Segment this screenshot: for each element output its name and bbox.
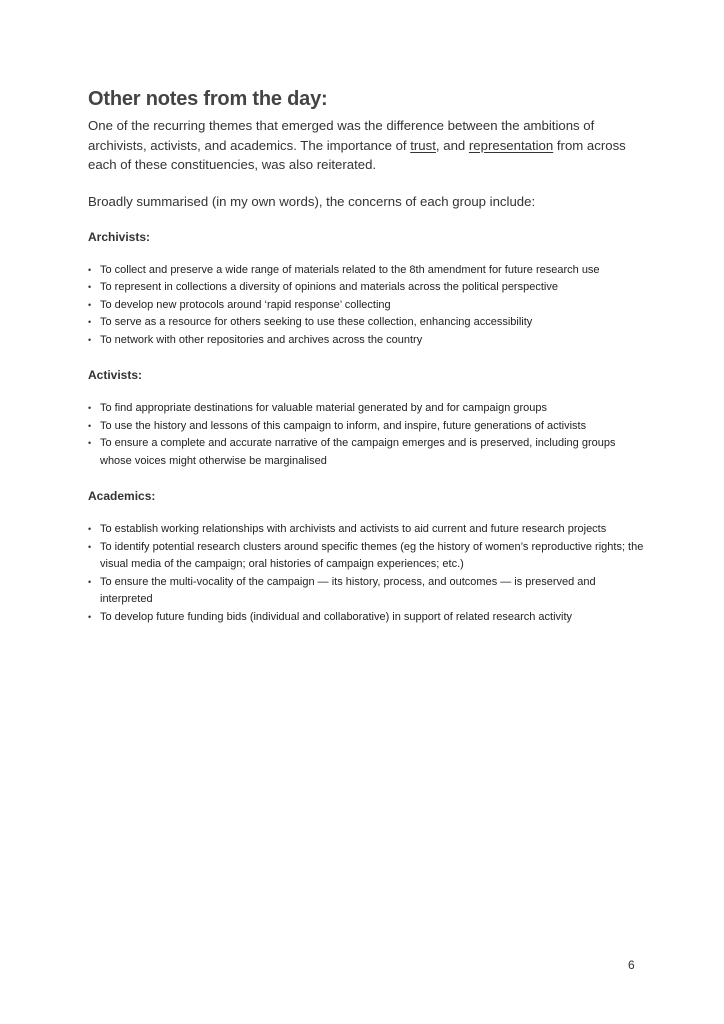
group-heading-activists: Activists: [88,368,143,382]
list-item: • To find appropriate destinations for valuable material generated by and for campaign groups [88,400,648,418]
page-number: 6 [628,958,635,972]
list-item: • To represent in collections a diversity of opinions and materials across the political perspective [88,279,648,297]
intro-paragraph [88,116,648,175]
list-item: • To serve as a resource for others seeking to use these collection, enhancing accessibility [88,314,648,332]
summary-paragraph: Broadly summarised (in my own words), the concerns of each group include: [88,193,536,209]
intro-text: , and [435,137,469,153]
list-item: • To establish working relationships with archivists and activists to aid current and future research projects [88,521,648,539]
activists-list [88,400,648,470]
intro-text: One of the recurring themes that emerged was the difference between the ambitions of archivists, activists, and academics. The importance of [88,118,595,153]
group-heading-archivists: Archivists: [88,229,151,244]
list-item: • To ensure a complete and accurate narrative of the campaign emerges and is preserved, including groups whose voices might otherwise be marginalised [88,435,648,470]
document-page [88,86,648,626]
list-item: • To develop new protocols around ‘rapid response’ collecting [88,297,648,315]
section-heading: Other notes from the day: [88,88,328,110]
archivists-list [88,262,648,350]
list-item: • To network with other repositories and archives across the country [88,332,648,350]
list-item: • To develop future funding bids (individual and collaborative) in support of related research activity [88,609,648,627]
list-item: • To collect and preserve a wide range of materials related to the 8th amendment for future research use [88,262,648,280]
intro-text: from across each of these constituencies, was also reiterated. [88,137,626,172]
representation-link[interactable]: representation [468,137,554,153]
list-item: • To ensure the multi-vocality of the campaign — its history, process, and outcomes — is preserved and interpreted [88,574,648,609]
trust-link[interactable]: trust [410,137,436,153]
group-heading-academics: Academics: [88,489,156,503]
academics-list [88,521,648,626]
list-item: • To identify potential research clusters around specific themes (eg the history of women’s reproductive rights; the visual media of the campaign; oral histories of campaign experiences; etc.) [88,539,648,574]
list-item: • To use the history and lessons of this campaign to inform, and inspire, future generations of activists [88,418,648,436]
